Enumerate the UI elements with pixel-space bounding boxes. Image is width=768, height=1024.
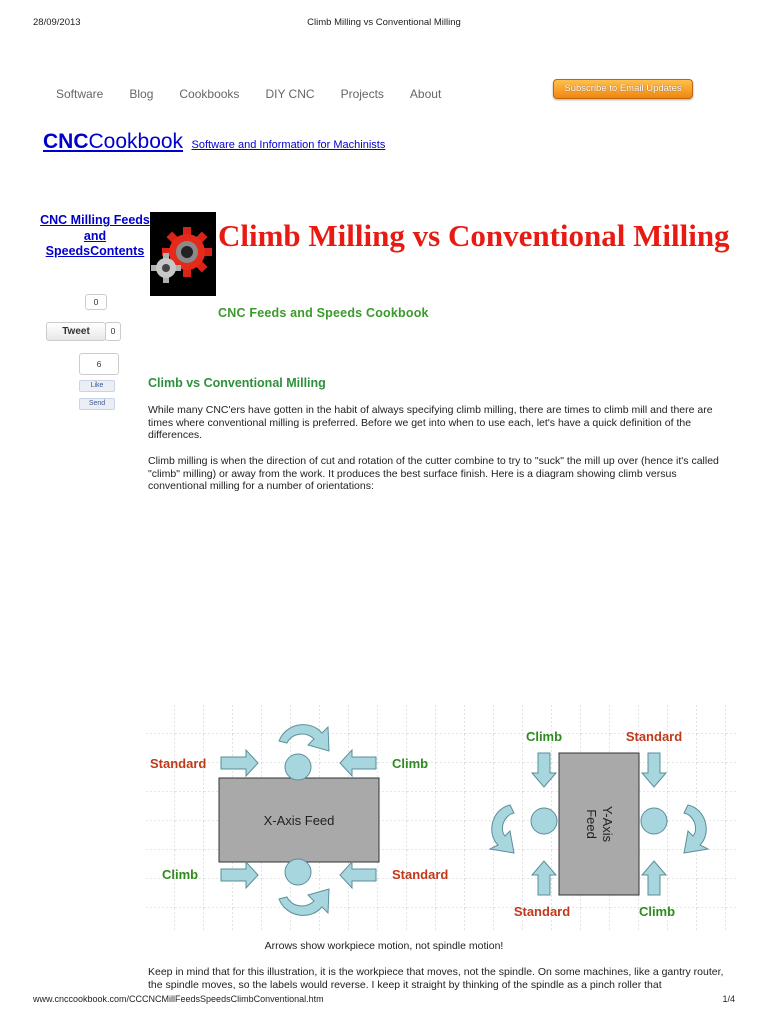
nav-blog[interactable]: Blog (129, 87, 154, 101)
nav-diy-cnc[interactable]: DIY CNC (265, 87, 315, 101)
print-url: www.cnccookbook.com/CCCNCMillFeedsSpeedsClimbConventional.htm (33, 994, 324, 1004)
label-standard-top-left: Standard (150, 756, 207, 771)
print-date: 28/09/2013 (33, 17, 81, 28)
y-axis-feed-label-2: Feed (584, 809, 599, 839)
paragraph-climb-definition: Climb milling is when the direction of cut and rotation of the cutter combine to try to "suck" the mill up over (hence it's called "climb" milling) or away from the work. It produces the best surface finish. Here is a diagram showing climb versus conventional milling for a number of orientations: (148, 455, 719, 493)
top-nav (56, 87, 467, 105)
print-title: Climb Milling vs Conventional Milling (307, 17, 461, 28)
share-count: 0 (85, 294, 107, 310)
print-page-number: 1/4 (722, 994, 735, 1004)
nav-software[interactable]: Software (56, 87, 104, 101)
print-footer (0, 994, 768, 1008)
spindle-top-icon (285, 754, 311, 780)
paragraph-illustration-note: Keep in mind that for this illustration, it is the workpiece that moves, not the spindle. On some machines, like a gantry router, the spindle moves, so the labels would reverse. I keep it straight by thinking of the spindle as a pinch roller that (148, 966, 724, 991)
spindle-bottom-icon (285, 859, 311, 885)
brand-cookbook: Cookbook (88, 130, 184, 153)
page-subtitle: CNC Feeds and Speeds Cookbook (218, 306, 429, 320)
subscribe-email-button[interactable]: Subscribe to Email Updates (553, 79, 693, 99)
y-axis-feed-label-1: Y-Axis (600, 805, 615, 843)
like-button[interactable]: Like (79, 380, 115, 392)
tweet-count: 0 (105, 322, 121, 341)
nav-projects[interactable]: Projects (340, 87, 384, 101)
label-climb-bottom-left: Climb (162, 867, 199, 882)
label-climb-top-y: Climb (525, 729, 563, 744)
spindle-right-icon (641, 808, 667, 834)
spindle-left-icon (531, 808, 557, 834)
brand-tagline[interactable]: Software and Information for Machinists (191, 139, 386, 151)
nav-about[interactable]: About (409, 87, 442, 101)
label-standard-bottom-y: Standard (513, 904, 571, 919)
nav-cookbooks[interactable]: Cookbooks (179, 87, 240, 101)
milling-diagram (146, 705, 736, 930)
like-count: 6 (79, 353, 119, 375)
send-button[interactable]: Send (79, 398, 115, 410)
x-axis-feed-label: X-Axis Feed (263, 813, 335, 828)
paragraph-intro: While many CNC'ers have gotten in the habit of always specifying climb milling, there are times to climb mill and there are times where conventional milling is preferred. Before we get into when to use each, let's have a quick definition of the differences. (148, 404, 713, 442)
brand-link[interactable] (43, 130, 385, 154)
label-climb-bottom-y: Climb (638, 904, 676, 919)
page-title: Climb Milling vs Conventional Milling (218, 218, 730, 253)
section-heading: Climb vs Conventional Milling (148, 376, 326, 390)
print-header (0, 17, 768, 31)
diagram-caption: Arrows show workpiece motion, not spindle motion! (264, 940, 504, 952)
label-climb-top-right: Climb (392, 756, 429, 771)
tweet-button[interactable]: Tweet (46, 322, 106, 341)
sidebar-toc-link[interactable]: CNC Milling Feeds and SpeedsContents (40, 213, 150, 258)
gear-logo-icon (150, 212, 216, 296)
label-standard-bottom-right: Standard (392, 867, 449, 882)
label-standard-top-y: Standard (625, 729, 683, 744)
brand-cnc: CNC (43, 130, 89, 153)
